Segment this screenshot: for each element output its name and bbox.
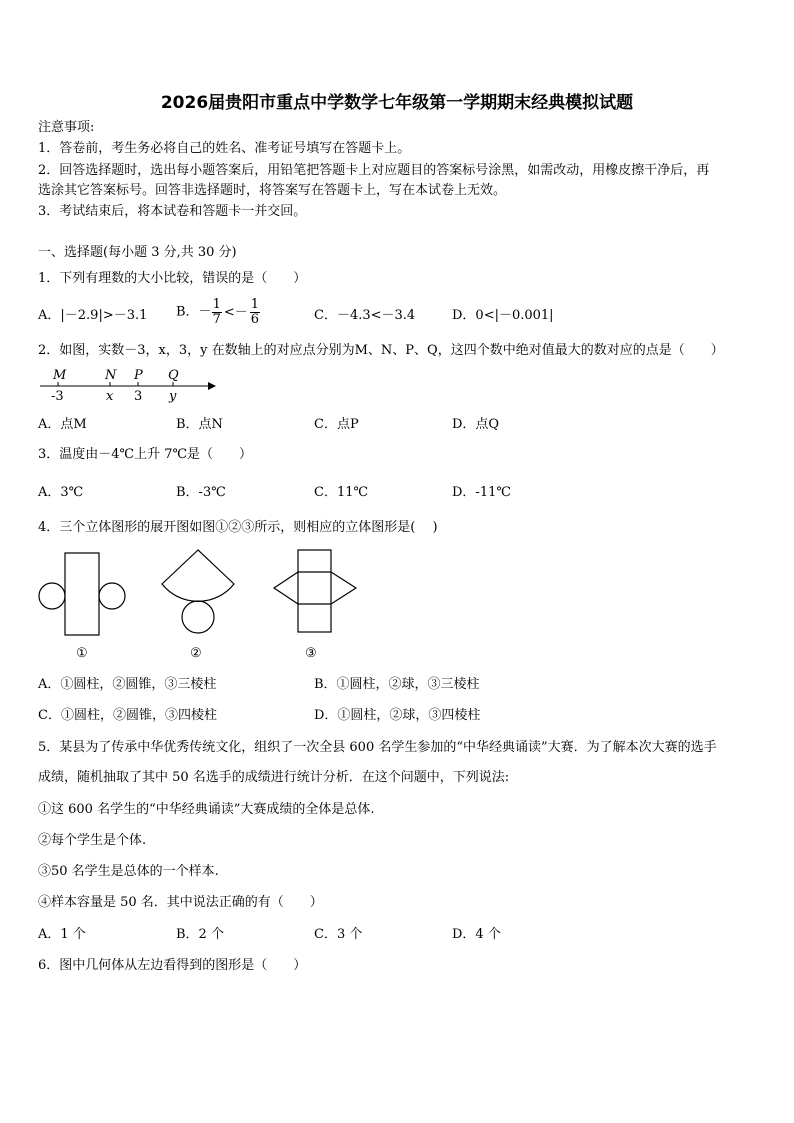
q3-option-d: D．-11℃ bbox=[452, 485, 511, 500]
figure-label-1: ① bbox=[76, 646, 88, 661]
q5-statement-1: ①这 600 名学生的“中华经典诵读”大赛成绩的全体是总体. bbox=[38, 802, 375, 817]
q5-statement-3: ③50 名学生是总体的一个样本. bbox=[38, 864, 219, 879]
notice-item-1: 1．答卷前，考生务必将自己的姓名、准考证号填写在答题卡上。 bbox=[38, 141, 411, 156]
q5-option-a: A．1 个 bbox=[38, 927, 86, 942]
q1-b-frac1: $\frac{1}{7}$ bbox=[212, 297, 221, 327]
q3-option-b: B．-3℃ bbox=[176, 485, 226, 500]
axis-label-q: Q bbox=[168, 368, 179, 383]
q3-stem: 3．温度由－4℃上升 7℃是（ ） bbox=[38, 447, 253, 462]
axis-value-n: x bbox=[106, 389, 114, 404]
page-title: 2026届贵阳市重点中学数学七年级第一学期期末经典模拟试题 bbox=[160, 93, 634, 113]
q1-option-a: A．|－2.9|>－3.1 bbox=[38, 308, 148, 323]
q5-stem-line-1: 5．某县为了传承中华优秀传统文化，组织了一次全县 600 名学生参加的“中华经典诵读”大赛．为了解本次大赛的选手 bbox=[38, 740, 717, 755]
net-cylinder bbox=[39, 553, 125, 635]
q5-option-c: C．3 个 bbox=[314, 927, 363, 942]
axis-label-m: M bbox=[53, 368, 67, 383]
q2-option-d: D．点Q bbox=[452, 417, 500, 432]
net-prism bbox=[274, 550, 356, 632]
axis-label-p: P bbox=[134, 368, 143, 383]
section-heading: 一、选择题(每小题 3 分,共 30 分) bbox=[38, 245, 237, 260]
notice-item-3: 3．考试结束后，将本试卷和答题卡一并交回。 bbox=[38, 204, 307, 219]
q1-option-c: C．－4.3<－3.4 bbox=[314, 308, 416, 323]
q5-statement-4: ④样本容量是 50 名．其中说法正确的有（ ） bbox=[38, 895, 323, 910]
q2-option-a: A．点M bbox=[38, 417, 87, 432]
q5-option-b: B．2 个 bbox=[176, 927, 224, 942]
q1-b-prefix: B．－ bbox=[176, 304, 212, 320]
notice-heading: 注意事项: bbox=[38, 120, 95, 135]
q4-stem: 4．三个立体图形的展开图如图①②③所示，则相应的立体图形是( ) bbox=[38, 520, 438, 535]
q3-option-a: A．3℃ bbox=[38, 485, 84, 500]
q1-option-d: D．0<|－0.001| bbox=[452, 308, 554, 323]
q2-stem: 2．如图，实数－3，x，3，y 在数轴上的对应点分别为M、N、P、Q，这四个数中绝对值最大的数对应的点是（ ） bbox=[38, 343, 724, 358]
net-cone bbox=[162, 550, 234, 633]
axis-value-p: 3 bbox=[134, 389, 143, 404]
axis-label-n: N bbox=[105, 368, 117, 383]
q3-option-c: C．11℃ bbox=[314, 485, 369, 500]
q2-option-c: C．点P bbox=[314, 417, 359, 432]
q4-option-c: C．①圆柱，②圆锥，③四棱柱 bbox=[38, 708, 217, 723]
q4-option-d: D．①圆柱，②球，③四棱柱 bbox=[314, 708, 481, 723]
q1-b-mid: <－ bbox=[223, 304, 248, 320]
q1-b-frac2: $\frac{1}{6}$ bbox=[250, 297, 260, 327]
q2-option-b: B．点N bbox=[176, 417, 223, 432]
q5-option-d: D．4 个 bbox=[452, 927, 501, 942]
axis-value-m: -3 bbox=[51, 389, 64, 404]
q6-stem: 6．图中几何体从左边看得到的图形是（ ） bbox=[38, 958, 307, 973]
figure-label-2: ② bbox=[190, 646, 202, 661]
q4-option-b: B．①圆柱，②球，③三棱柱 bbox=[314, 677, 480, 692]
q5-statement-2: ②每个学生是个体. bbox=[38, 833, 147, 848]
figure-label-3: ③ bbox=[305, 646, 317, 661]
q1-stem: 1．下列有理数的大小比较，错误的是（ ） bbox=[38, 271, 307, 286]
axis-value-q: y bbox=[169, 389, 177, 404]
notice-item-2-cont: 选涂其它答案标号。回答非选择题时，将答案写在答题卡上，写在本试卷上无效。 bbox=[38, 183, 507, 198]
q5-stem-line-2: 成绩，随机抽取了其中 50 名选手的成绩进行统计分析．在这个问题中，下列说法: bbox=[38, 770, 510, 785]
notice-item-2: 2．回答选择题时，选出每小题答案后，用铅笔把答题卡上对应题目的答案标号涂黑，如需改动，用橡皮擦干净后，再 bbox=[38, 163, 710, 178]
q4-option-a: A．①圆柱，②圆锥，③三棱柱 bbox=[38, 677, 217, 692]
